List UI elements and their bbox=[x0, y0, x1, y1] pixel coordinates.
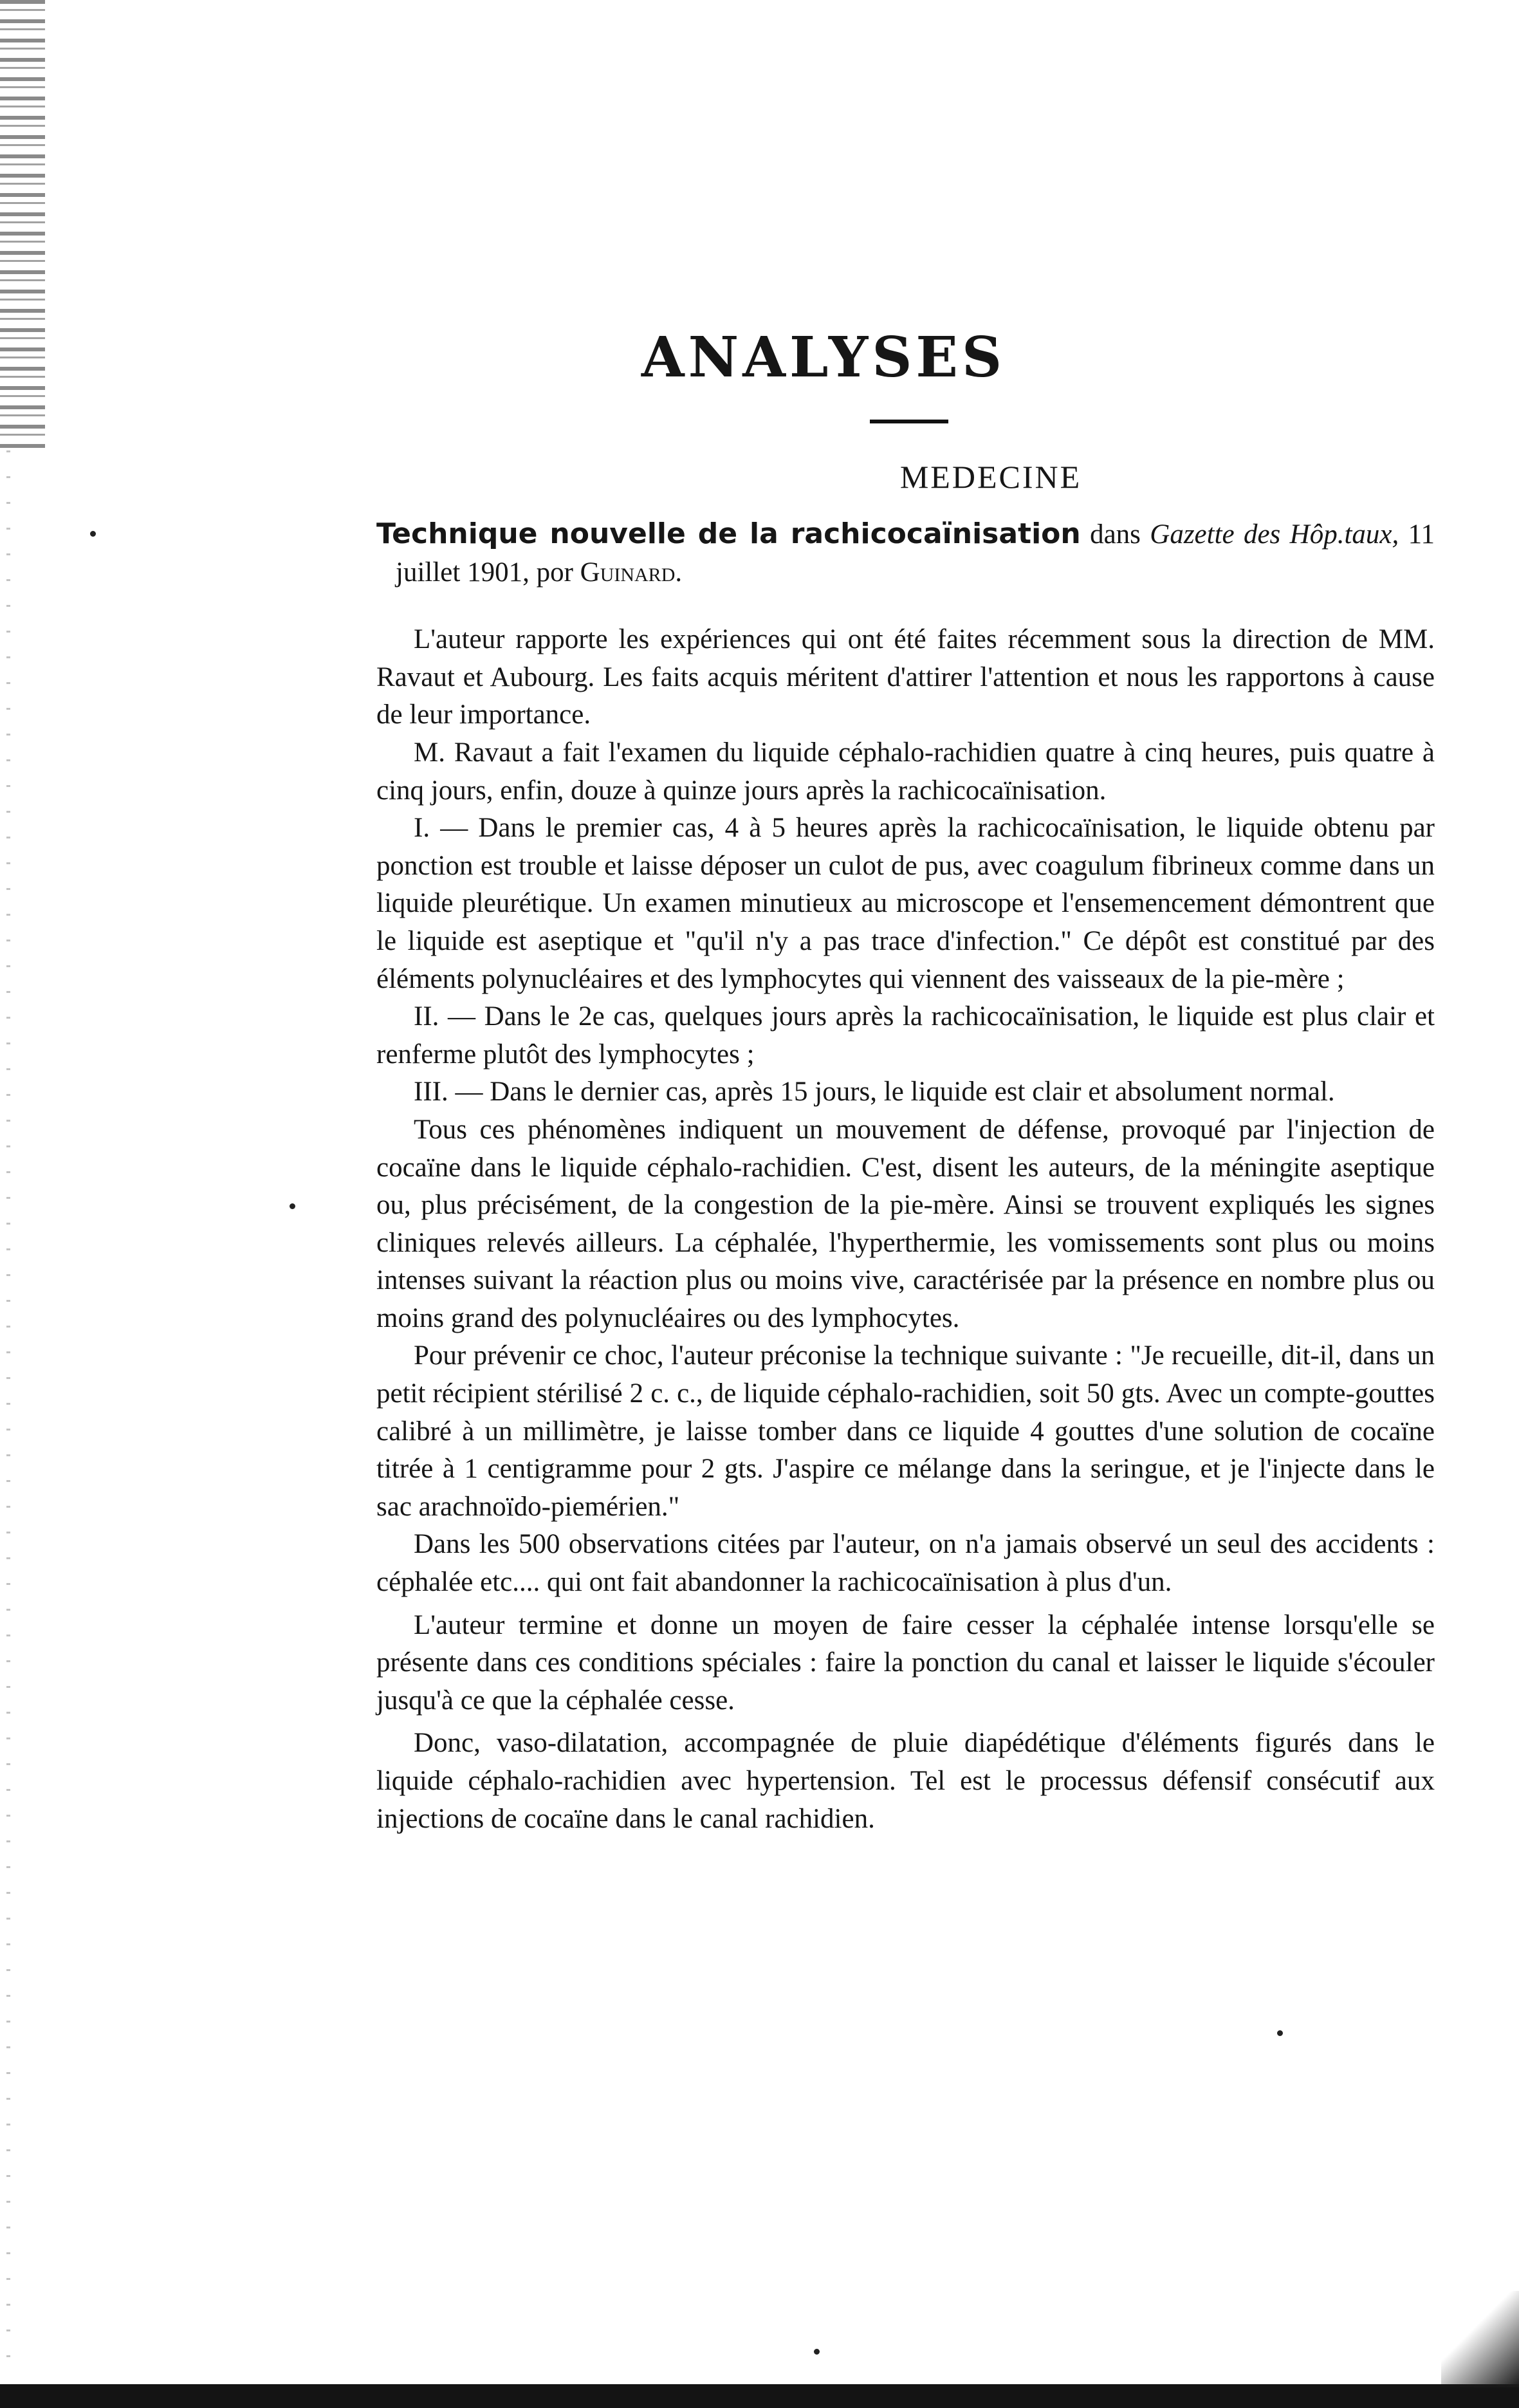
section-title: MEDECINE bbox=[899, 459, 1082, 495]
page-heading: ANALYSES bbox=[641, 325, 1006, 390]
scan-speck bbox=[290, 1203, 295, 1209]
paragraph: II. — Dans le 2e cas, quelques jours après la rachicocaïnisation, le liquide est plus clair et renferme plutôt des lymphocytes ; bbox=[376, 1001, 1435, 1070]
paragraph: Donc, vaso-dilatation, accompagnée de pluie diapédétique d'éléments figurés dans le liquide céphalo-rachidien avec hypertension. Tel est le processus défensif consécutif aux injections de cocaïne dans le canal rachidien. bbox=[376, 1728, 1435, 1834]
publication-date: 11 juillet 1901, por bbox=[396, 519, 1435, 588]
article-body bbox=[376, 515, 1435, 1838]
paragraph: III. — Dans le dernier cas, après 15 jours, le liquide est clair et absolument normal. bbox=[414, 1077, 1335, 1107]
article-reference bbox=[376, 515, 1435, 591]
paragraph: L'auteur rapporte les expériences qui ont été faites récemment sous la direction de MM. Ravaut et Aubourg. Les faits acquis méritent d'attirer l'attention et nous les rapportons à cause de leur importance. bbox=[376, 624, 1435, 730]
heading-rule bbox=[870, 420, 948, 423]
paragraph: Tous ces phénomènes indiquent un mouvement de défense, provoqué par l'injection de cocaïne dans le liquide céphalo-rachidien. C'est, disent les auteurs, de la méningite aseptique ou, plus précisément, de la congestion de la pie-mère. Ainsi se trouvent expliqués les signes cliniques relevés ailleurs. La céphalée, l'hyperthermie, les vomissements sont plus ou moins intenses suivant la réaction plus ou moins vive, caractérisée par la présence en nombre plus ou moins grand des polynucléaires ou des lymphocytes. bbox=[376, 1114, 1435, 1333]
scan-corner-shadow bbox=[1441, 2291, 1519, 2387]
paragraph: Dans les 500 observations citées par l'auteur, on n'a jamais observé un seul des accidents : céphalée etc.... qui ont fait abandonner la rachicocaïnisation à plus d'un. bbox=[376, 1529, 1435, 1598]
scan-edge-bottom bbox=[0, 2384, 1519, 2408]
paragraph: L'auteur termine et donne un moyen de faire cesser la céphalée intense lorsqu'elle se présente dans ces conditions spéciales : faire la ponction du canal et laisser le liquide s'écouler jusqu'à ce que la céphalée cesse. bbox=[376, 1609, 1435, 1716]
scan-speck bbox=[1277, 2030, 1283, 2036]
article-author: Guinard. bbox=[580, 557, 683, 588]
scan-speck bbox=[90, 531, 96, 537]
paragraph: Pour prévenir ce choc, l'auteur préconise la technique suivante : "Je recueille, dit-il, dans un petit récipient stérilisé 2 c. c., de liquide céphalo-rachidien, soit 50 gts. Avec un compte-gouttes calibré à un millimètre, je laisse tomber dans ce liquide 4 gouttes d'une solution de cocaïne titrée à 1 centigramme pour 2 gts. J'aspire ce mélange dans la seringue, et je l'injecte dans le sac arachnoïdo-piemérien." bbox=[376, 1340, 1435, 1522]
reference-connector: dans bbox=[1090, 519, 1141, 550]
paragraph: I. — Dans le premier cas, 4 à 5 heures après la rachicocaïnisation, le liquide obtenu par ponction est trouble et laisse déposer un culot de pus, avec coagulum fibrineux comme dans un liquide pleurétique. Un examen minutieux au microscope et l'ensemencement démontrent que le liquide est aseptique et "qu'il n'y a pas trace d'infection." Ce dépôt est constitué par des éléments polynucléaires et des lymphocytes qui viennent des vaisseaux de la pie-mère ; bbox=[376, 813, 1435, 994]
article-title: Technique nouvelle de la rachicocaïnisation bbox=[376, 517, 1081, 550]
scan-edge-left-marks bbox=[6, 450, 10, 2381]
scan-speck bbox=[814, 2349, 820, 2355]
paragraph: M. Ravaut a fait l'examen du liquide céphalo-rachidien quatre à cinq heures, puis quatre à cinq jours, enfin, douze à quinze jours après la rachicocaïnisation. bbox=[376, 737, 1435, 806]
scan-edge-left bbox=[0, 0, 45, 450]
journal-name: Gazette des Hôp.taux, bbox=[1150, 519, 1399, 550]
